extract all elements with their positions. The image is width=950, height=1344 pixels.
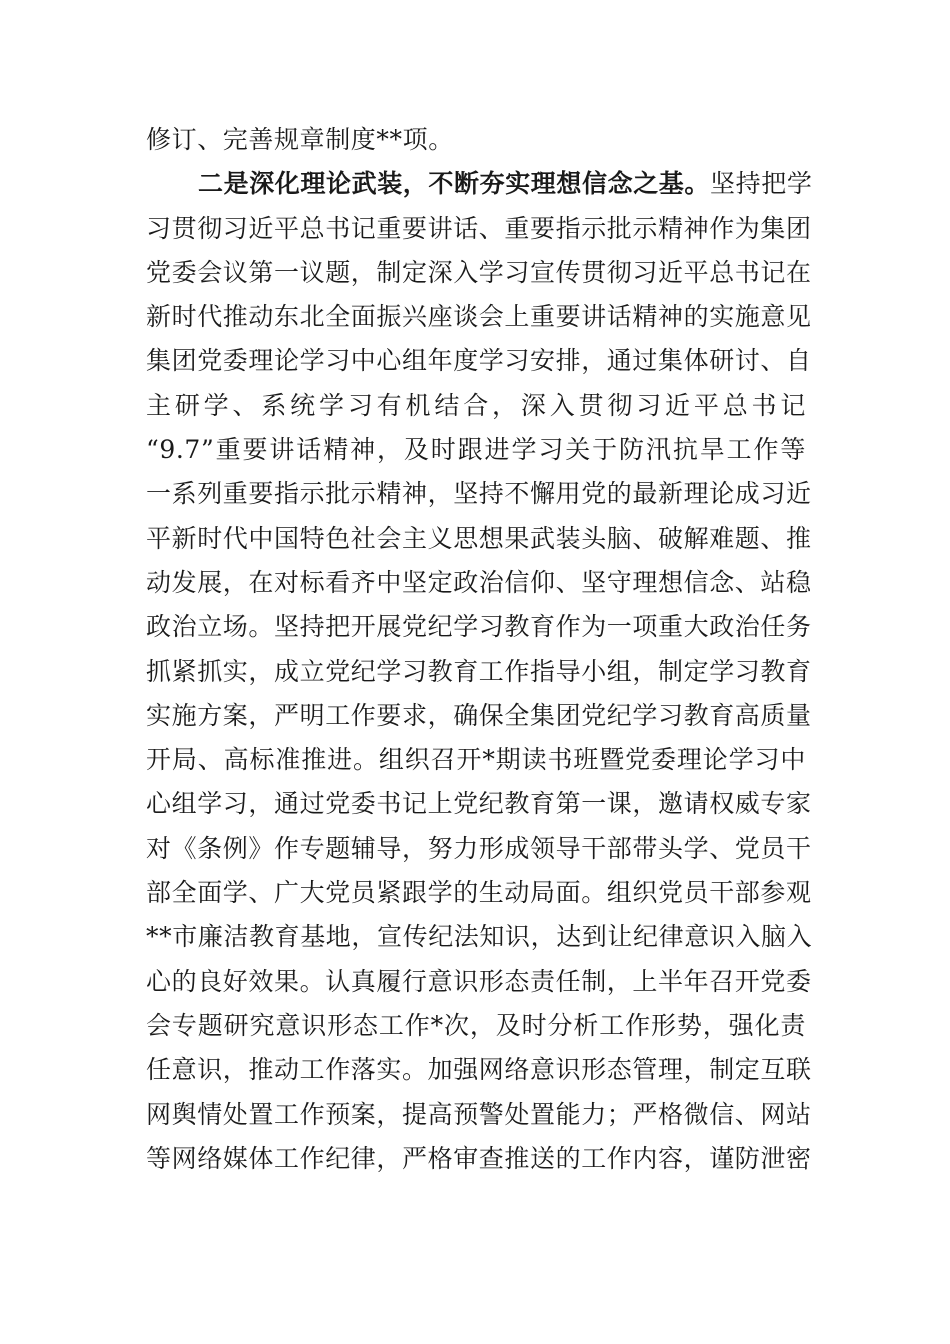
text-line: 集团党委理论学习中心组年度学习安排，通过集体研讨、自 <box>146 346 812 376</box>
text-line: 新时代推动东北全面振兴座谈会上重要讲话精神的实施意见 <box>146 302 812 332</box>
text-line: 习贯彻习近平总书记重要讲话、重要指示批示精神作为集团 <box>146 213 812 243</box>
text-line: 政治立场。坚持把开展党纪学习教育作为一项重大政治任务 <box>146 612 812 642</box>
text-line: 开局、高标准推进。组织召开*期读书班暨党委理论学习中 <box>146 745 806 775</box>
text-line: 任意识，推动工作落实。加强网络意识形态管理，制定互联 <box>146 1055 812 1085</box>
text-line: “9.7”重要讲话精神，及时跟进学习关于防汛抗旱工作等 <box>146 435 806 465</box>
text-line: 一系列重要指示批示精神，坚持不懈用党的最新理论成习近 <box>146 479 812 509</box>
text-line: 心的良好效果。认真履行意识形态责任制，上半年召开党委 <box>146 966 812 996</box>
text-line: 心组学习，通过党委书记上党纪教育第一课，邀请权威专家 <box>146 789 812 819</box>
text-line: 网舆情处置工作预案，提高预警处置能力；严格微信、网站 <box>146 1099 812 1129</box>
text-line: 抓紧抓实，成立党纪学习教育工作指导小组，制定学习教育 <box>146 656 812 686</box>
text-line: 会专题研究意识形态工作*次，及时分析工作形势，强化责 <box>146 1010 806 1040</box>
text-line: 修订、完善规章制度**项。 <box>146 125 454 154</box>
text-line: **市廉洁教育基地，宣传纪法知识，达到让纪律意识入脑入 <box>146 922 813 952</box>
text-line: 实施方案，严明工作要求，确保全集团党纪学习教育高质量 <box>146 700 812 730</box>
text-line: 部全面学、广大党员紧跟学的生动局面。组织党员干部参观 <box>146 878 812 908</box>
text-line: 等网络媒体工作纪律，严格审查推送的工作内容，谨防泄密 <box>146 1143 812 1173</box>
text-line: 党委会议第一议题，制定深入学习宣传贯彻习近平总书记在 <box>146 257 812 287</box>
text-line: 动发展，在对标看齐中坚定政治信仰、坚守理想信念、站稳 <box>146 567 812 597</box>
text-line: 主研学、系统学习有机结合，深入贯彻习近平总书记 <box>146 390 806 420</box>
paragraph-heading-line <box>146 162 813 206</box>
text-line: 对《条例》作专题辅导，努力形成领导干部带头学、党员干 <box>146 833 812 863</box>
paragraph-lead-continuation: 坚持把学 <box>710 169 813 199</box>
body-text <box>146 118 813 1181</box>
paragraph-lead: 二是深化理论武装，不断夯实理想信念之基。 <box>198 169 711 199</box>
text-line: 平新时代中国特色社会主义思想果武装头脑、破解难题、推 <box>146 523 812 553</box>
